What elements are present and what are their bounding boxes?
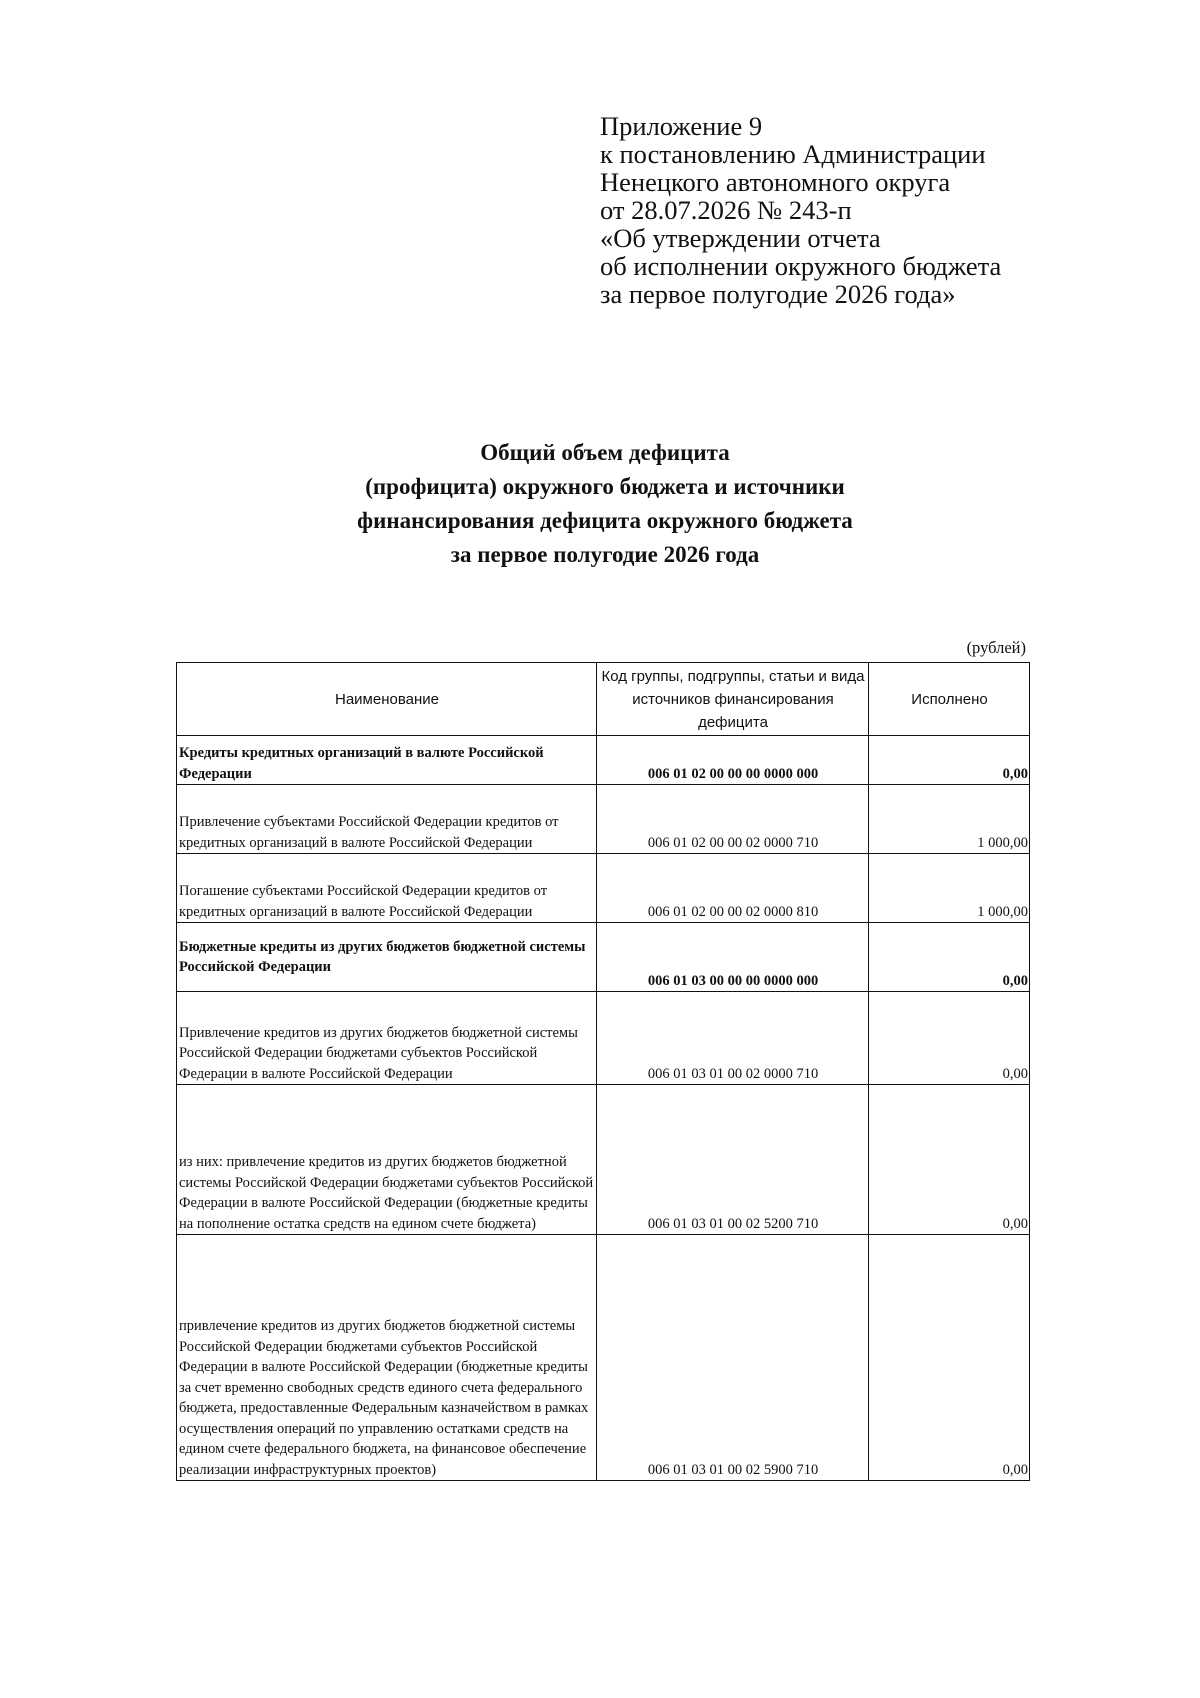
row-amount: 1 000,00 [869,854,1030,923]
row-name: Погашение субъектами Российской Федерации кредитов от кредитных организаций в валюте Российской Федерации [177,854,597,923]
appendix-block [600,112,1160,308]
title-line: за первое полугодие 2026 года [450,542,760,567]
row-code: 006 01 03 01 00 02 0000 710 [597,992,869,1085]
row-name: Привлечение кредитов из других бюджетов бюджетной системы Российской Федерации бюджетами субъектов Российской Федерации в валюте Российской Федерации [177,992,597,1085]
table-row [177,992,1030,1085]
row-amount: 0,00 [869,992,1030,1085]
table-row [177,923,1030,992]
row-name: Бюджетные кредиты из других бюджетов бюджетной системы Российской Федерации [177,923,597,992]
row-code: 006 01 02 00 00 02 0000 710 [597,785,869,854]
row-name: из них: привлечение кредитов из других бюджетов бюджетной системы Российской Федерации бюджетами субъектов Российской Федерации в валюте Российской Федерации (бюджетные кредиты на пополнение остатка средств на едином счете бюджета) [177,1085,597,1235]
table-row [177,1235,1030,1481]
row-amount: 1 000,00 [869,785,1030,854]
appendix-line: об исполнении окружного бюджета [600,251,1002,281]
row-code: 006 01 03 01 00 02 5200 710 [597,1085,869,1235]
appendix-line: от 28.07.2026 № 243-п [600,195,852,225]
appendix-line: «Об утверждении отчета [600,223,881,253]
row-amount: 0,00 [869,1235,1030,1481]
appendix-line: Ненецкого автономного округа [600,167,951,197]
table-row [177,785,1030,854]
row-name: Кредиты кредитных организаций в валюте Российской Федерации [177,736,597,785]
header-code: Код группы, подгруппы, статьи и вида источников финансирования дефицита [597,663,869,736]
row-code: 006 01 02 00 00 02 0000 810 [597,854,869,923]
row-code: 006 01 03 00 00 00 0000 000 [597,923,869,992]
appendix-line: за первое полугодие 2026 года» [600,279,956,309]
row-code: 006 01 03 01 00 02 5900 710 [597,1235,869,1481]
table-row [177,854,1030,923]
table-header-row [177,663,1030,736]
title-line: (профицита) окружного бюджета и источники [365,474,845,499]
unit-label: (рублей) [966,638,1026,657]
row-amount: 0,00 [869,1085,1030,1235]
row-name: Привлечение субъектами Российской Федерации кредитов от кредитных организаций в валюте Российской Федерации [177,785,597,854]
header-amount: Исполнено [869,663,1030,736]
header-name: Наименование [177,663,597,736]
sources-table [176,662,1030,1481]
row-code: 006 01 02 00 00 00 0000 000 [597,736,869,785]
table-row [177,1085,1030,1235]
row-amount: 0,00 [869,923,1030,992]
title-line: финансирования дефицита окружного бюджета [357,508,853,533]
title-line: Общий объем дефицита [480,440,730,465]
appendix-line: к постановлению Администрации [600,139,986,169]
document-title [180,436,1030,572]
row-name: привлечение кредитов из других бюджетов бюджетной системы Российской Федерации бюджетами субъектов Российской Федерации в валюте Российской Федерации (бюджетные кредиты за счет временно свободных средств единого счета федерального бюджета, предоставленные Федеральным казначейством в рамках осуществления операций по управлению остатками средств на едином счете федерального бюджета, на финансовое обеспечение реализации инфраструктурных проектов) [177,1235,597,1481]
table-row [177,736,1030,785]
row-amount: 0,00 [869,736,1030,785]
appendix-line: Приложение 9 [600,111,763,141]
